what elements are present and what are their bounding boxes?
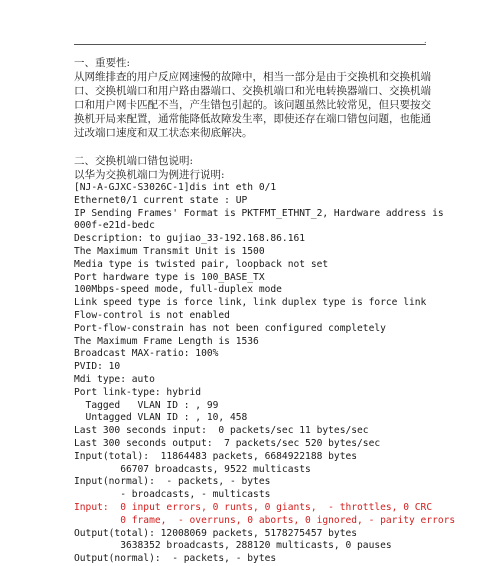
terminal-line: Ethernet0/1 current state : UP <box>74 194 248 206</box>
terminal-line: Port link-type: hybrid <box>74 386 202 398</box>
terminal-line: 3638352 broadcasts, 288120 multicasts, 0 pauses <box>74 540 392 552</box>
section-1-line: 换机开局来配置，通常能降低故障发生率，即使还存在端口错包问题，也能通 <box>74 113 431 125</box>
terminal-line: [NJ-A-GJXC-S3026C-1]dis int eth 0/1 <box>74 182 277 193</box>
terminal-line: Media type is twisted pair, loopback not set <box>74 258 329 270</box>
terminal-line: Input(normal): - packets, - bytes <box>74 476 271 488</box>
terminal-line: 100Mbps-speed mode, full-duplex mode <box>74 284 282 296</box>
terminal-line: PVID: 10 <box>74 361 121 373</box>
document-body <box>74 56 456 566</box>
terminal-line: Port-flow-constrain has not been configured completely <box>74 322 386 334</box>
section-1-line: 从网维排查的用户反应网速慢的故障中，相当一部分是由于交换机和交换机端 <box>74 71 431 83</box>
header-rule <box>74 44 426 45</box>
terminal-line: Mdi type: auto <box>74 373 155 385</box>
terminal-line: Flow-control is not enabled <box>74 309 230 321</box>
terminal-output <box>74 182 456 566</box>
terminal-line: - broadcasts, - multicasts <box>74 489 271 501</box>
header-dot: . <box>424 36 427 45</box>
terminal-error-line: Input: 0 input errors, 0 runts, 0 giants, - throttles, 0 CRC <box>74 501 433 513</box>
terminal-line: The Maximum Frame Length is 1536 <box>74 335 259 347</box>
terminal-line: Port hardware type is 100_BASE_TX <box>74 271 265 283</box>
section-1-line: 过改端口速度和双工状态来彻底解决。 <box>74 127 253 139</box>
terminal-line: Output(normal): - packets, - bytes <box>74 553 277 565</box>
terminal-line: Untagged VLAN ID : , 10, 458 <box>74 412 248 424</box>
terminal-line: Description: to gujiao_33-192.168.86.161 <box>74 233 306 245</box>
terminal-line: 66707 broadcasts, 9522 multicasts <box>74 463 311 475</box>
section-2-intro: 以华为交换机端口为例进行说明: <box>74 169 225 181</box>
paragraph-gap <box>74 140 434 154</box>
terminal-line: 000f-e21d-bedc <box>74 220 155 232</box>
section-1-title: 一、重要性: <box>74 57 131 69</box>
section-1-line: 口、交换机端口和用户路由器端口、交换机端口和光电转换器端口、交换机端 <box>74 85 431 97</box>
section-1-line: 口和用户网卡匹配不当，产生错包引起的。该问题虽然比较常见，但只要按交 <box>74 99 431 111</box>
terminal-line: IP Sending Frames' Format is PKTFMT_ETHNT_2, Hardware address is <box>74 207 444 219</box>
terminal-line: Broadcast MAX-ratio: 100% <box>74 348 219 360</box>
terminal-line: Link speed type is force link, link duplex type is force link <box>74 297 427 309</box>
terminal-error-line: 0 frame, - overruns, 0 aborts, 0 ignored, - parity errors <box>74 514 456 526</box>
terminal-line: Last 300 seconds output: 7 packets/sec 520 bytes/sec <box>74 437 381 449</box>
terminal-line: Last 300 seconds input: 0 packets/sec 11 bytes/sec <box>74 425 369 437</box>
terminal-line: Output(total): 12008069 packets, 5178275457 bytes <box>74 527 358 539</box>
terminal-line: Tagged VLAN ID : , 99 <box>74 399 219 411</box>
terminal-line: Input(total): 11864483 packets, 6684922188 bytes <box>74 450 358 462</box>
terminal-line: The Maximum Transmit Unit is 1500 <box>74 245 265 257</box>
section-2-title: 二、交换机端口错包说明: <box>74 155 194 167</box>
